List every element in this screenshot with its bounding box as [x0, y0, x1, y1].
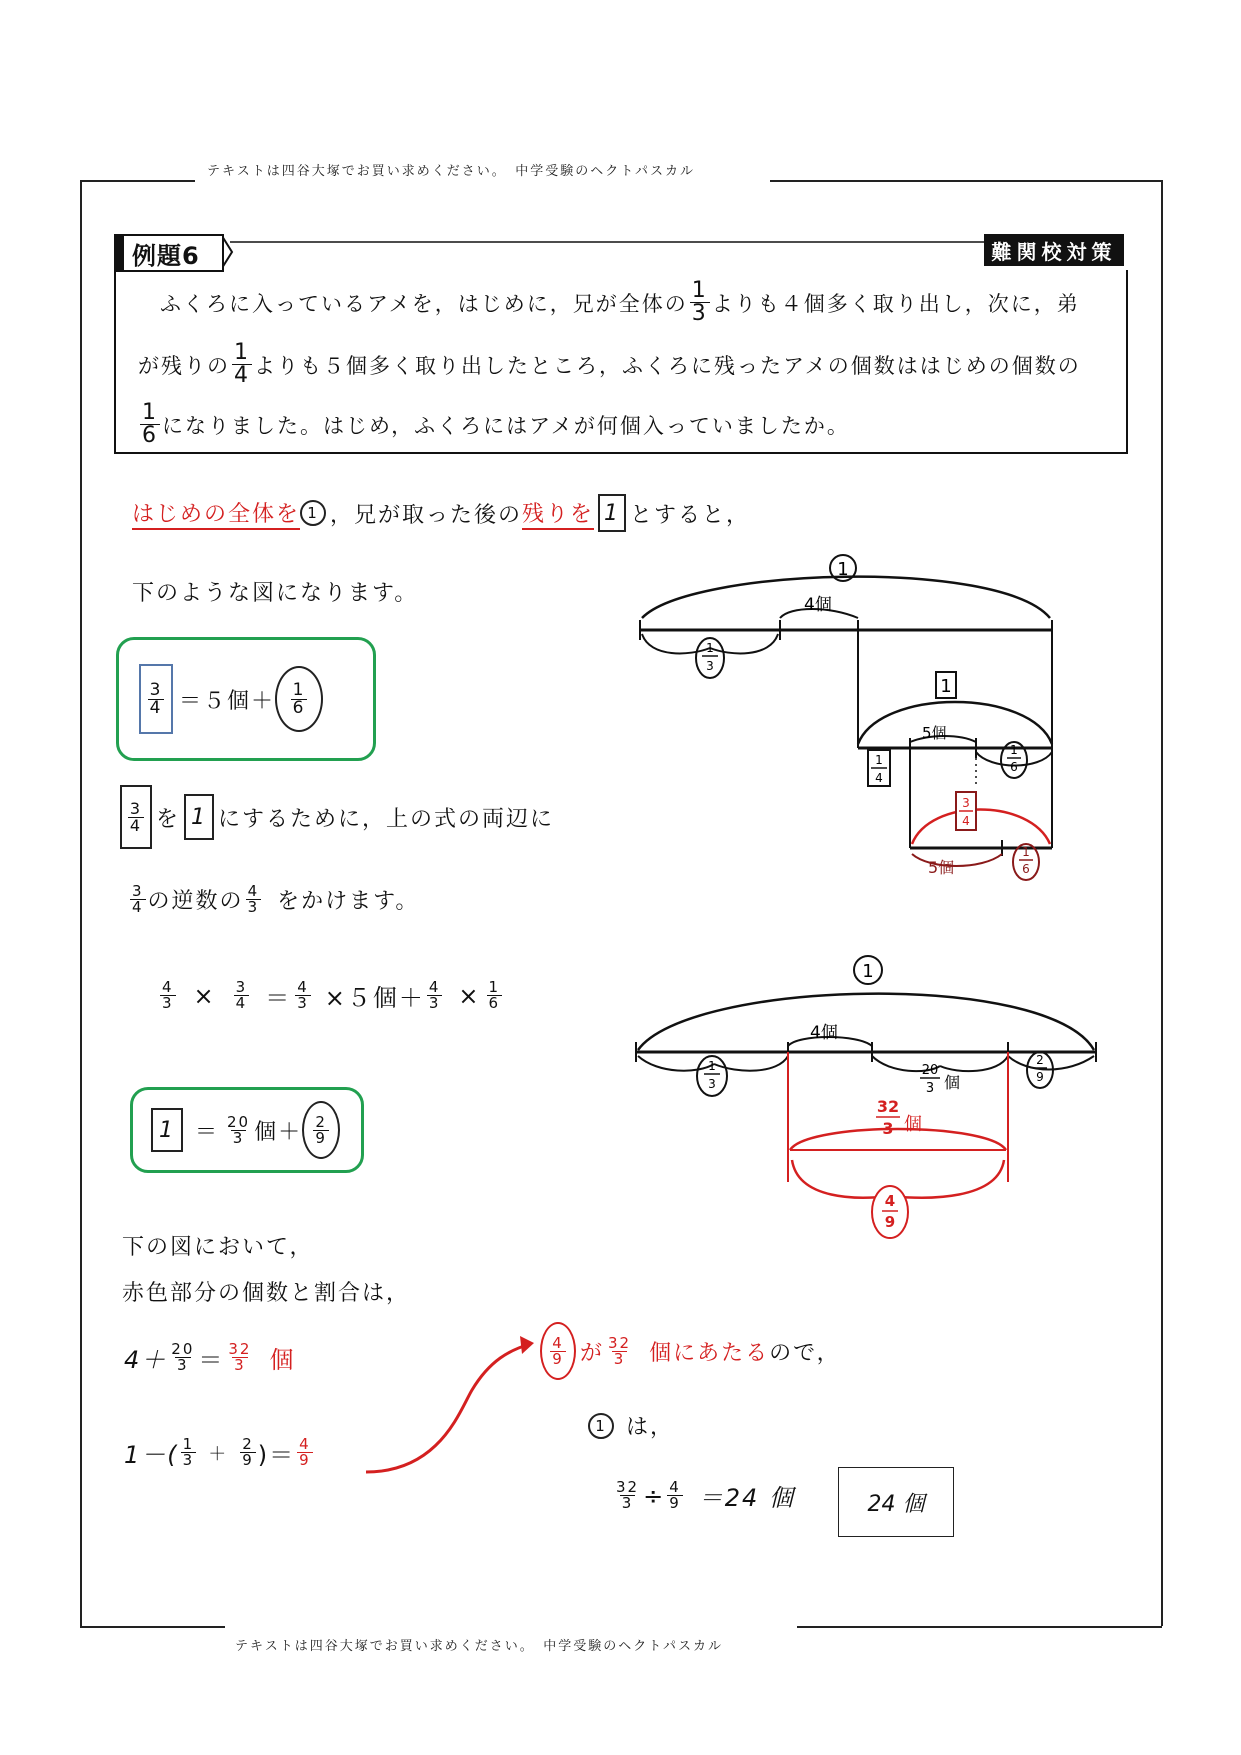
svg-text:3: 3 — [708, 1077, 716, 1091]
result-line: $\frac{4}{9}$ が $\frac{32}{3}$ 個にあたる ので， — [540, 1322, 841, 1380]
square-one: 1 — [184, 794, 214, 840]
fraction: $\frac{1}{6}$ — [142, 400, 158, 448]
problem-box — [114, 270, 1128, 454]
problem-line-2: が残りの $\frac{1}{4}$ よりも５個多く取り出したところ，ふくろに残ったアメの個数ははじめの個数の — [138, 340, 1081, 388]
diagram-2 — [628, 950, 1108, 1250]
red-arrow — [360, 1330, 540, 1480]
page-header: テキストは四谷大塚でお買い求めください。 中学受験のヘクトパスカル — [207, 164, 695, 179]
svg-text:6: 6 — [1010, 760, 1018, 774]
problem-line-3: $\frac{1}{6}$ になりました。はじめ，ふくろにはアメが何個入っていましたか。 — [142, 400, 850, 448]
svg-text:3: 3 — [882, 1119, 894, 1138]
svg-text:個: 個 — [904, 1114, 922, 1135]
frame-bottom-right — [797, 1626, 1162, 1628]
below-line-1: 下の図において， — [122, 1235, 314, 1260]
answer-box: 24 個 — [838, 1467, 954, 1537]
fraction: $\frac{3}{4}$ — [132, 882, 144, 916]
square-one: 1 — [940, 676, 952, 697]
intro-line: はじめの全体を 1 ，兄が取った後の 残りを 1 とすると， — [132, 494, 750, 532]
svg-text:3: 3 — [925, 1081, 935, 1096]
fraction: $\frac{32}{3}$ — [608, 1333, 632, 1368]
fraction: $\frac{32}{3}$ — [616, 1478, 640, 1512]
circle-one: 1 — [300, 500, 326, 526]
svg-text:4個: 4個 — [810, 1023, 838, 1043]
circle-one: 1 — [837, 559, 849, 580]
frame-left — [80, 180, 82, 1626]
fraction: $\frac{1}{3}$ — [691, 278, 708, 326]
below-line-2: 赤色部分の個数と割合は， — [122, 1281, 411, 1306]
equation-2: $\frac{4}{3}$ × $\frac{3}{4}$ ＝ $\frac{4}{3}$ ×５個＋ $\frac{4}{3}$ × $\frac{1}{6}$ — [162, 978, 501, 1012]
frame-top-right — [770, 180, 1162, 182]
frame-top-left — [80, 180, 195, 182]
circle-fraction: $\frac{4}{9}$ — [540, 1322, 576, 1380]
svg-text:4: 4 — [875, 771, 883, 785]
fraction: $\frac{20}{3}$ — [227, 1112, 251, 1147]
svg-text:9: 9 — [1036, 1070, 1044, 1084]
circle-fraction: $\frac{1}{6}$ — [275, 666, 323, 732]
calc-1: 4＋ $\frac{20}{3}$ ＝ $\frac{32}{3}$ 個 — [124, 1340, 296, 1374]
step2-line: $\frac{3}{4}$ の逆数の $\frac{4}{3}$ をかけます。 — [132, 882, 420, 916]
one-is-line: 1 は， — [588, 1410, 674, 1441]
fraction: $\frac{20}{3}$ — [171, 1340, 195, 1374]
problem-line-1: ふくろに入っているアメを，はじめに，兄が全体の $\frac{1}{3}$ よりも４個多く取り出し，次に，弟 — [160, 278, 1080, 326]
circle-one: 1 — [588, 1413, 614, 1439]
diagram-1 — [630, 548, 1060, 888]
fraction: $\frac{1}{6}$ — [488, 978, 501, 1012]
circle-fraction: $\frac{2}{9}$ — [302, 1101, 340, 1159]
square-one: 1 — [598, 494, 626, 532]
svg-text:5個: 5個 — [922, 724, 947, 742]
figure-line: 下のような図になります。 — [132, 581, 419, 606]
svg-text:1: 1 — [1022, 845, 1030, 859]
svg-text:1: 1 — [1010, 743, 1018, 757]
equation-box-1: $\frac{3}{4}$ ＝５個＋ $\frac{1}{6}$ — [116, 637, 376, 761]
svg-text:1: 1 — [706, 641, 714, 655]
svg-text:4: 4 — [884, 1192, 896, 1210]
difficulty-badge: 難関校対策 — [984, 234, 1124, 266]
circle-one: 1 — [862, 961, 874, 982]
svg-text:2: 2 — [1036, 1053, 1044, 1067]
frame-right — [1161, 180, 1163, 1626]
square-one: 1 — [151, 1108, 183, 1152]
problem-title — [114, 234, 224, 272]
svg-text:3: 3 — [706, 659, 714, 673]
final-calc: $\frac{32}{3}$ ÷ $\frac{4}{9}$ ＝24 個 — [616, 1478, 795, 1512]
frame-bottom-left — [80, 1626, 225, 1628]
fraction: $\frac{4}{3}$ — [297, 978, 309, 1012]
svg-text:1: 1 — [875, 753, 883, 767]
fraction: $\frac{4}{9}$ — [299, 1435, 311, 1469]
fraction: $\frac{4}{3}$ — [428, 978, 441, 1012]
fraction: $\frac{4}{9}$ — [669, 1478, 681, 1512]
equation-box-2: 1 ＝ $\frac{20}{3}$ 個＋ $\frac{2}{9}$ — [130, 1087, 364, 1173]
fraction: $\frac{1}{3}$ — [182, 1435, 195, 1469]
fraction: $\frac{3}{4}$ — [235, 978, 248, 1012]
square-fraction: $\frac{3}{4}$ — [139, 664, 173, 734]
square-fraction: $\frac{3}{4}$ — [120, 785, 152, 849]
fraction: $\frac{4}{3}$ — [247, 882, 260, 916]
fraction: $\frac{32}{3}$ — [228, 1340, 252, 1374]
title-rule — [222, 234, 986, 270]
svg-text:6: 6 — [1022, 862, 1030, 876]
fraction: $\frac{2}{9}$ — [242, 1435, 254, 1469]
svg-text:5個: 5個 — [928, 858, 955, 877]
problem-title-text: 例題6 — [132, 241, 200, 270]
svg-text:1: 1 — [708, 1059, 716, 1073]
page-footer: テキストは四谷大塚でお買い求めください。 中学受験のヘクトパスカル — [235, 1639, 723, 1654]
svg-text:個: 個 — [944, 1073, 961, 1092]
svg-text:9: 9 — [884, 1213, 896, 1231]
svg-text:4個: 4個 — [804, 595, 832, 615]
calc-2: 1－( $\frac{1}{3}$ ＋ $\frac{2}{9}$ )＝ $\frac{4}{9}$ — [124, 1435, 311, 1469]
svg-text:32: 32 — [876, 1097, 900, 1116]
fraction: $\frac{1}{4}$ — [234, 340, 250, 388]
svg-text:4: 4 — [962, 814, 970, 828]
step1-line: $\frac{3}{4}$ を 1 にするために，上の式の両辺に — [120, 785, 554, 849]
svg-text:20: 20 — [921, 1063, 939, 1078]
svg-text:3: 3 — [962, 796, 970, 810]
fraction: $\frac{4}{3}$ — [162, 978, 174, 1012]
